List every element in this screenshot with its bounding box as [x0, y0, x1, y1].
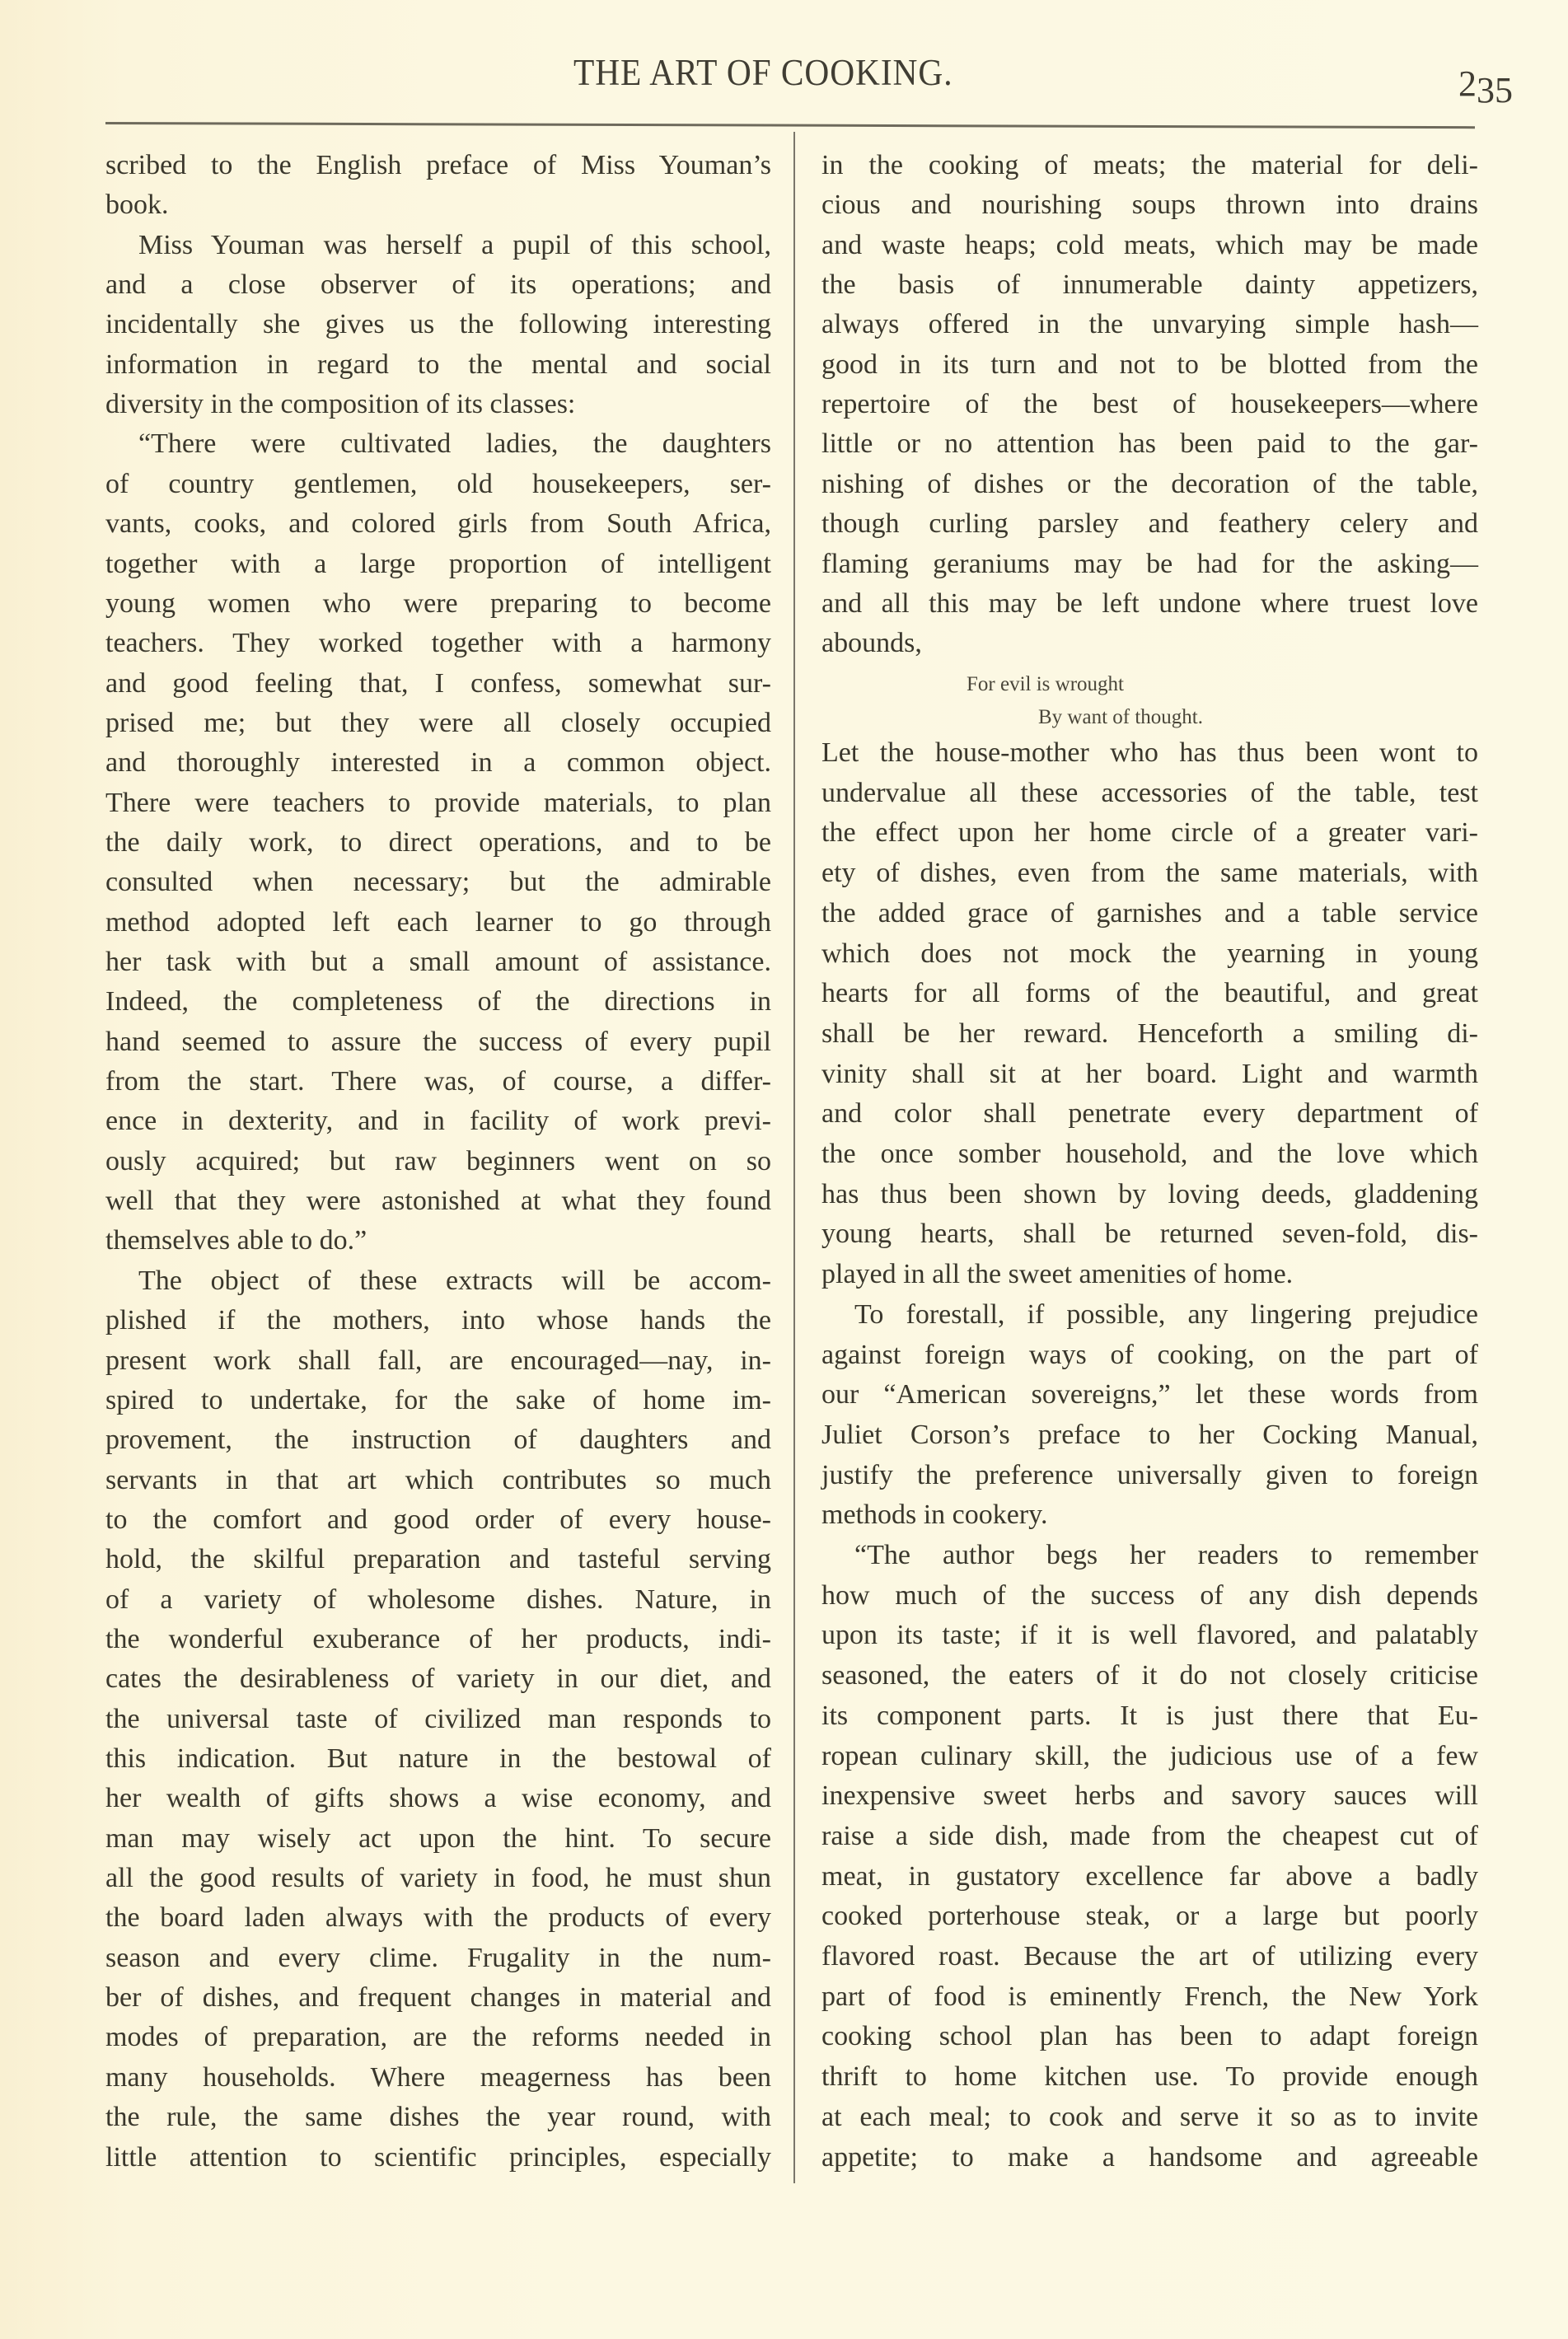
text-line: and all this may be left undone where truest love [821, 588, 1478, 619]
text-line: against foreign ways of cooking, on the part of [821, 1340, 1478, 1370]
verse-line: By want of thought. [1038, 706, 1203, 728]
text-line: and waste heaps; cold meats, which may be made [821, 230, 1478, 260]
text-line: “The author begs her readers to remember [854, 1540, 1478, 1570]
text-line: hand seemed to assure the success of every pupil [105, 1027, 771, 1057]
text-line: consulted when necessary; but the admirable [105, 867, 771, 897]
text-line: well that they were astonished at what they found [105, 1186, 771, 1216]
text-line: always offered in the unvarying simple hash— [821, 309, 1478, 339]
page-number-first-digit: 2 [1458, 63, 1477, 104]
running-head [0, 48, 1568, 97]
text-line: raise a side dish, made from the cheapest cut of [821, 1821, 1478, 1851]
text-line: diversity in the composition of its classes: [105, 389, 576, 419]
text-line: from the start. There was, of course, a differ- [105, 1066, 771, 1097]
text-line: her wealth of gifts shows a wise economy, and [105, 1783, 771, 1813]
text-line: Let the house-mother who has thus been wont to [821, 737, 1478, 768]
text-line: ber of dishes, and frequent changes in material and [105, 1982, 771, 2013]
text-line: and thoroughly interested in a common object. [105, 747, 771, 778]
text-line: flavored roast. Because the art of utilizing every [821, 1941, 1478, 1972]
text-line: abounds, [821, 628, 922, 658]
text-line: undervalue all these accessories of the table, test [821, 778, 1478, 808]
text-line: the rule, the same dishes the year round, with [105, 2102, 771, 2132]
text-line: inexpensive sweet herbs and savory sauces will [821, 1780, 1478, 1811]
text-line: the board laden always with the products of every [105, 1902, 771, 1933]
text-line: cious and nourishing soups thrown into drains [821, 189, 1478, 220]
text-line: flaming geraniums may be had for the asking— [821, 549, 1478, 579]
text-line: the universal taste of civilized man responds to [105, 1704, 771, 1734]
text-line: book. [105, 189, 169, 220]
text-line: part of food is eminently French, the New York [821, 1981, 1478, 2012]
text-line: information in regard to the mental and social [105, 349, 771, 380]
text-line: the daily work, to direct operations, and to be [105, 827, 771, 858]
text-line: has thus been shown by loving deeds, gladdening [821, 1179, 1478, 1209]
text-line: of country gentlemen, old housekeepers, ser- [105, 469, 771, 499]
text-line: the added grace of garnishes and a table service [821, 898, 1478, 929]
text-line: incidentally she gives us the following interesting [105, 309, 771, 339]
text-line: ropean culinary skill, the judicious use of a few [821, 1741, 1478, 1771]
header-rule [105, 122, 1475, 129]
text-line: the wonderful exuberance of her products, indi- [105, 1624, 771, 1654]
text-line: how much of the success of any dish depends [821, 1580, 1478, 1611]
text-line: ety of dishes, even from the same materials, with [821, 858, 1478, 888]
text-line: of a variety of wholesome dishes. Nature, in [105, 1584, 771, 1615]
text-line: modes of preparation, are the reforms needed in [105, 2022, 771, 2052]
text-line: repertoire of the best of housekeepers—where [821, 389, 1478, 419]
text-line: cates the desirableness of variety in our diet, and [105, 1663, 771, 1694]
text-line: seasoned, the eaters of it do not closely criticise [821, 1660, 1478, 1691]
text-line: young hearts, shall be returned seven-fold, dis- [821, 1219, 1478, 1249]
text-line: all the good results of variety in food, he must shun [105, 1863, 771, 1893]
text-line: thrift to home kitchen use. To provide enough [821, 2061, 1478, 2092]
verse-line: For evil is wrought [967, 673, 1124, 695]
text-line: its component parts. It is just there that Eu- [821, 1700, 1478, 1731]
text-line: this indication. But nature in the bestowal of [105, 1743, 771, 1774]
text-line: at each meal; to cook and serve it so as to invite [821, 2102, 1478, 2132]
text-line: the once somber household, and the love which [821, 1139, 1478, 1169]
text-line: “There were cultivated ladies, the daughters [138, 428, 771, 459]
text-line: present work shall fall, are encouraged—nay, in- [105, 1345, 771, 1376]
text-line: Miss Youman was herself a pupil of this school, [138, 230, 771, 260]
text-line: vants, cooks, and colored girls from South Africa, [105, 508, 771, 539]
text-line: cooking school plan has been to adapt foreign [821, 2021, 1478, 2051]
text-line: upon its taste; if it is well flavored, and palatably [821, 1620, 1478, 1650]
page-number-remaining-digits: 35 [1477, 70, 1513, 110]
text-line: nishing of dishes or the decoration of the table, [821, 469, 1478, 499]
text-line: themselves able to do.” [105, 1225, 367, 1256]
text-line: vinity shall sit at her board. Light and warmth [821, 1059, 1478, 1089]
text-line: provement, the instruction of daughters and [105, 1424, 771, 1455]
text-line: spired to undertake, for the sake of home im- [105, 1385, 771, 1415]
text-line: though curling parsley and feathery celery and [821, 508, 1478, 539]
text-line: There were teachers to provide materials, to plan [105, 788, 771, 818]
text-line: Juliet Corson’s preface to her Cocking Manual, [821, 1420, 1478, 1450]
text-line: which does not mock the yearning in young [821, 938, 1478, 969]
text-line: hold, the skilful preparation and tasteful serving [105, 1544, 771, 1574]
page-number [1458, 63, 1513, 114]
running-title: THE ART OF COOKING. [573, 52, 953, 93]
text-line: cooked porterhouse steak, or a large but poorly [821, 1901, 1478, 1931]
text-line: little or no attention has been paid to the gar- [821, 428, 1478, 459]
text-line: together with a large proportion of intelligent [105, 549, 771, 579]
text-line: justify the preference universally given to foreign [821, 1460, 1478, 1490]
text-line: and good feeling that, I confess, somewhat sur- [105, 668, 771, 699]
text-line: ously acquired; but raw beginners went on so [105, 1146, 771, 1177]
text-line: servants in that art which contributes so much [105, 1465, 771, 1495]
text-line: the effect upon her home circle of a greater vari- [821, 817, 1478, 848]
text-line: our “American sovereigns,” let these words from [821, 1379, 1478, 1410]
text-line: The object of these extracts will be accom- [138, 1265, 771, 1296]
text-line: method adopted left each learner to go through [105, 907, 771, 938]
text-line: Indeed, the completeness of the directions in [105, 986, 771, 1017]
column-divider [793, 132, 795, 2183]
text-line: little attention to scientific principles, especially [105, 2142, 771, 2173]
text-line: scribed to the English preface of Miss Youman’s [105, 150, 771, 180]
text-line: her task with but a small amount of assistance. [105, 947, 771, 977]
text-line: in the cooking of meats; the material for deli- [821, 150, 1478, 180]
text-line: plished if the mothers, into whose hands the [105, 1305, 771, 1336]
text-line: many households. Where meagerness has been [105, 2062, 771, 2093]
text-line: meat, in gustatory excellence far above a badly [821, 1861, 1478, 1892]
text-line: hearts for all forms of the beautiful, and great [821, 978, 1478, 1008]
text-line: to the comfort and good order of every house- [105, 1504, 771, 1535]
text-line: and color shall penetrate every department of [821, 1098, 1478, 1129]
text-line: man may wisely act upon the hint. To secure [105, 1823, 771, 1854]
text-line: young women who were preparing to become [105, 588, 771, 619]
text-line: season and every clime. Frugality in the num- [105, 1943, 771, 1973]
text-line: the basis of innumerable dainty appetizers, [821, 269, 1478, 300]
text-line: To forestall, if possible, any lingering prejudice [854, 1299, 1478, 1330]
text-line: methods in cookery. [821, 1499, 1048, 1530]
text-line: ence in dexterity, and in facility of work previ- [105, 1106, 771, 1136]
text-line: shall be her reward. Henceforth a smiling di- [821, 1018, 1478, 1049]
text-line: played in all the sweet amenities of home. [821, 1259, 1294, 1289]
text-line: good in its turn and not to be blotted from the [821, 349, 1478, 380]
text-line: teachers. They worked together with a harmony [105, 628, 771, 658]
text-line: appetite; to make a handsome and agreeable [821, 2142, 1478, 2173]
text-line: prised me; but they were all closely occupied [105, 708, 771, 738]
text-line: and a close observer of its operations; and [105, 269, 771, 300]
